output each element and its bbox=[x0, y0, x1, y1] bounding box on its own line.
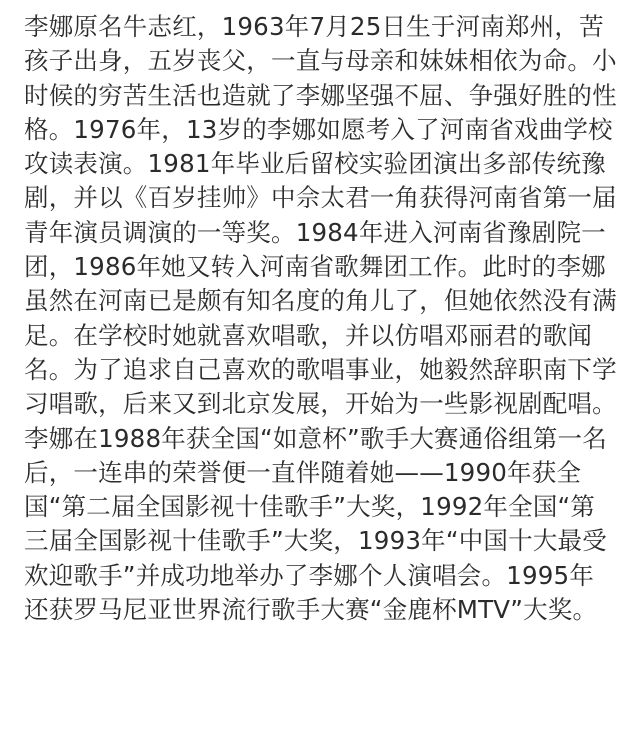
text-line: 青年演员调演的一等奖。1984年进入河南省豫剧院一 bbox=[24, 217, 606, 247]
text-line: 习唱歌，后来又到北京发展，开始为一些影视剧配唱。 bbox=[24, 389, 617, 419]
text-line: 团，1986年她又转入河南省歌舞团工作。此时的李娜 bbox=[24, 252, 606, 282]
text-line: 孩子出身，五岁丧父，一直与母亲和妹妹相依为命。小 bbox=[24, 46, 617, 76]
text-line: 还获罗马尼亚世界流行歌手大赛“金鹿杯MTV”大奖。 bbox=[24, 595, 598, 625]
text-line: 虽然在河南已是颇有知名度的角儿了，但她依然没有满 bbox=[24, 286, 617, 316]
text-line: 李娜在1988年获全国“如意杯”歌手大赛通俗组第一名 bbox=[24, 423, 607, 453]
text-line: 国“第二届全国影视十佳歌手”大奖，1992年全国“第 bbox=[24, 492, 596, 522]
text-line: 时候的穷苦生活也造就了李娜坚强不屈、争强好胜的性 bbox=[24, 80, 617, 110]
text-line: 攻读表演。1981年毕业后留校实验团演出多部传统豫 bbox=[24, 149, 606, 179]
text-line: 李娜原名牛志红，1963年7月25日生于河南郑州，苦 bbox=[24, 12, 604, 41]
text-line: 名。为了追求自己喜欢的歌唱事业，她毅然辞职南下学 bbox=[24, 354, 617, 384]
text-line: 足。在学校时她就喜欢唱歌，并以仿唱邓丽君的歌闻 bbox=[24, 320, 593, 350]
text-line: 欢迎歌手”并成功地举办了李娜个人演唱会。1995年 bbox=[24, 560, 595, 590]
text-line: 格。1976年，13岁的李娜如愿考入了河南省戏曲学校 bbox=[24, 114, 613, 144]
text-line: 剧，并以《百岁挂帅》中佘太君一角获得河南省第一届 bbox=[24, 183, 617, 213]
article-text bbox=[24, 10, 622, 627]
text-line: 三届全国影视十佳歌手”大奖，1993年“中国十大最受 bbox=[24, 526, 607, 556]
text-line: 后，一连串的荣誉便一直伴随着她——1990年获全 bbox=[24, 457, 582, 487]
